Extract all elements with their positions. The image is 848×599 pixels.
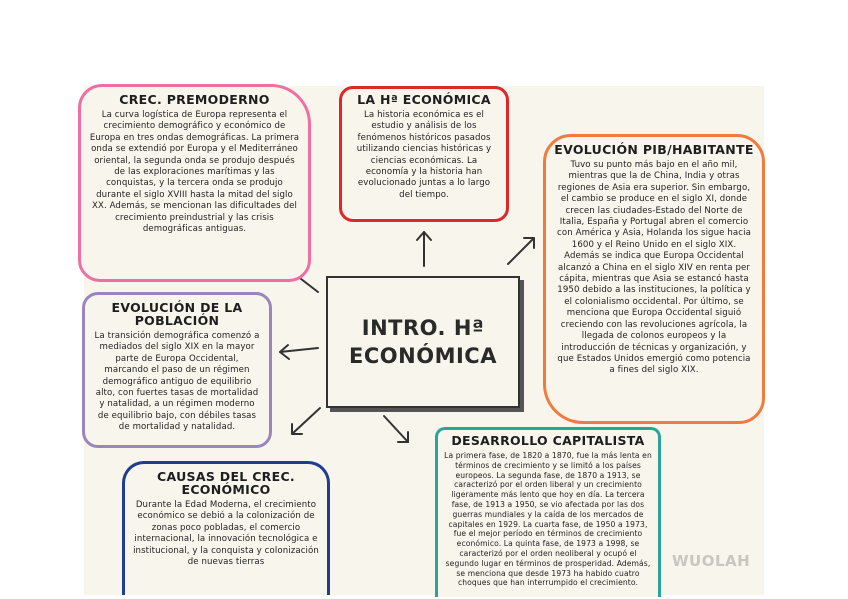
box-text: La historia económica es el estudio y análisis de los fenómenos históricos pasados utilizando ciencias históricas y ciencias económicas. La economía y la historia han evolucionado juntas a lo largo del tiempo. <box>356 110 492 200</box>
arrow-to-pib <box>508 238 534 264</box>
box-text: Tuvo su punto más bajo en el año mil, mientras que la de China, India y otras regiones de Asia era superior. Sin embargo, el cambio se produce en el siglo XI, donde crecen las ciudades-Estado del Norte de Italia, España y Portugal abren el comercio con América y Asia, Holanda los sigue hacia 1600 y el Reino Unido en el siglo XIX. Además se indica que Europa Occidental alcanzó a China en el siglo XIV en renta per cápita, mientras que Asia se estancó hasta 1950 debido a las instituciones, la política y el colonialismo occidental. Por último, se menciona que Europa Occidental siguió creciendo con las revoluciones agrícola, la llegada de colonos europeos y la introducción de técnicas y organización, y que Estados Unidos emergió como potencia a fines del siglo XIX. <box>557 160 751 376</box>
arrow-to-historia <box>417 232 431 266</box>
box-evolucion-pib <box>543 134 765 424</box>
box-historia-economica <box>339 86 509 222</box>
box-title: CREC. PREMODERNO <box>119 92 270 107</box>
central-topic-title: INTRO. Hª ECONÓMICA <box>349 316 497 368</box>
box-title: CAUSAS DEL CREC. ECONÓMICO <box>157 469 295 497</box>
watermark-logo: WUOLAH <box>672 552 751 570</box>
box-text: La primera fase, de 1820 a 1870, fue la más lenta en términos de crecimiento y se limitó a los países europeos. La segunda fase, de 1870 a 1913, se caracterizó por el orden liberal y un crecimiento ligeramente más lento que hoy en día. La tercera fase, de 1913 a 1950, se vio afectada por las dos guerras mundiales y la caída de los mercados de capitales en 1929. La cuarta fase, de 1950 a 1973, fue el mejor período en términos de crecimiento económico. La quinta fase, de 1973 a 1998, se caracterizó por el orden neoliberal y ocupó el segundo lugar en términos de prosperidad. Además, se menciona que desde 1973 ha habido cuatro choques que han interrumpido el crecimiento. <box>444 451 652 588</box>
box-text: La transición demográfica comenzó a mediados del siglo XIX en la mayor parte de Europa Occidental, marcando el paso de un régimen demográfico antiguo de equilibrio alto, con fuertes tasas de mortalidad y natalidad, a un régimen moderno de equilibrio bajo, con débiles tasas de mortalidad y natalidad. <box>94 331 260 433</box>
arrow-to-capitalista <box>384 416 408 442</box>
box-title: EVOLUCIÓN DE LA POBLACIÓN <box>111 300 243 328</box>
arrow-to-poblacion <box>280 345 318 359</box>
box-text: La curva logística de Europa representa el crecimiento demográfico y económico de Europa en tres ondas demográficas. La primera onda se extendió por Europa y el Mediterráneo oriental, la segunda onda se produjo después de las exploraciones marítimas y las conquistas, y la tercera onda se produjo durante el siglo XVIII hasta la mitad del siglo XX. Además, se mencionan las dificultades del crecimiento preindustrial y las crisis demográficas antiguas. <box>89 110 300 235</box>
box-title: DESARROLLO CAPITALISTA <box>451 433 645 448</box>
box-title: EVOLUCIÓN PIB/HABITANTE <box>554 142 754 157</box>
box-text: Durante la Edad Moderna, el crecimiento económico se debió a la colonización de zonas poco pobladas, el comercio internacional, la innovación tecnológica e institucional, y la conquista y colonización de nuevas tierras <box>133 500 319 568</box>
box-title: LA Hª ECONÓMICA <box>357 92 491 107</box>
box-desarrollo-capitalista <box>435 427 661 597</box>
box-crec-premoderno <box>78 84 311 282</box>
arrow-to-causas <box>292 408 320 434</box>
central-topic-box <box>326 276 520 408</box>
box-evolucion-poblacion <box>82 292 272 448</box>
box-causas-crecimiento <box>122 461 330 595</box>
